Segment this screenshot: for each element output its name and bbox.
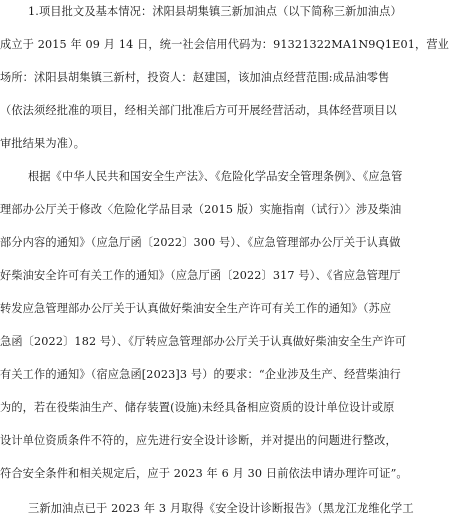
paragraph-2-line-2: 理部办公厅关于修改〈危险化学品目录（2015 版）实施指南（试行）〉涉及柴油 — [0, 203, 402, 216]
paragraph-1-line-3: 场所：沭阳县胡集镇三新村，投资人：赵建国，该加油点经营范围:成品油零售 — [0, 71, 390, 84]
paragraph-2-line-8: 为的，若在役柴油生产、储存装置(设施)未经具备相应资质的设计单位设计或原 — [0, 401, 395, 414]
paragraph-3-line-1: 三新加油点已于 2023 年 3 月取得《安全设计诊断报告》（黑龙江龙维化学工 — [28, 502, 414, 515]
paragraph-2-line-4: 好柴油安全许可有关工作的通知》（应急厅函〔2022〕317 号）、《省应急管理厅 — [0, 269, 401, 282]
paragraph-2-line-3: 部分内容的通知》（应急厅函〔2022〕300 号）、《应急管理部办公厅关于认真做 — [0, 236, 401, 249]
paragraph-2-line-9: 设计单位资质条件不符的，应先进行安全设计诊断，并对提出的问题进行整改， — [0, 434, 397, 447]
paragraph-1-line-2: 成立于 2015 年 09 月 14 日，统一社会信用代码为：91321322MA1N9Q1E01，营业 — [0, 38, 450, 51]
paragraph-1-line-5: 审批结果为准）。 — [0, 137, 86, 150]
paragraph-2-line-5: 转发应急管理部办公厅关于认真做好柴油安全生产许可有关工作的通知》（苏应 — [0, 302, 392, 315]
paragraph-1-line-1: 1.项目批文及基本情况：沭阳县胡集镇三新加油点（以下简称三新加油点） — [28, 5, 402, 18]
paragraph-2-line-10: 符合安全条件和相关规定后，应于 2023 年 6 月 30 日前依法申请办理许可证”。 — [0, 467, 408, 480]
paragraph-1-line-4: （依法须经批准的项目，经相关部门批准后方可开展经营活动，具体经营项目以 — [0, 104, 397, 117]
paragraph-2-line-1: 根据《中华人民共和国安全生产法》、《危险化学品安全管理条例》、《应急管 — [28, 170, 403, 183]
paragraph-2-line-6: 急函〔2022〕182 号）、《厅转应急管理部办公厅关于认真做好柴油安全生产许可 — [0, 335, 407, 348]
paragraph-2-line-7: 有关工作的通知》（宿应急函[2023]3 号）的要求：“企业涉及生产、经营柴油行 — [0, 368, 401, 381]
